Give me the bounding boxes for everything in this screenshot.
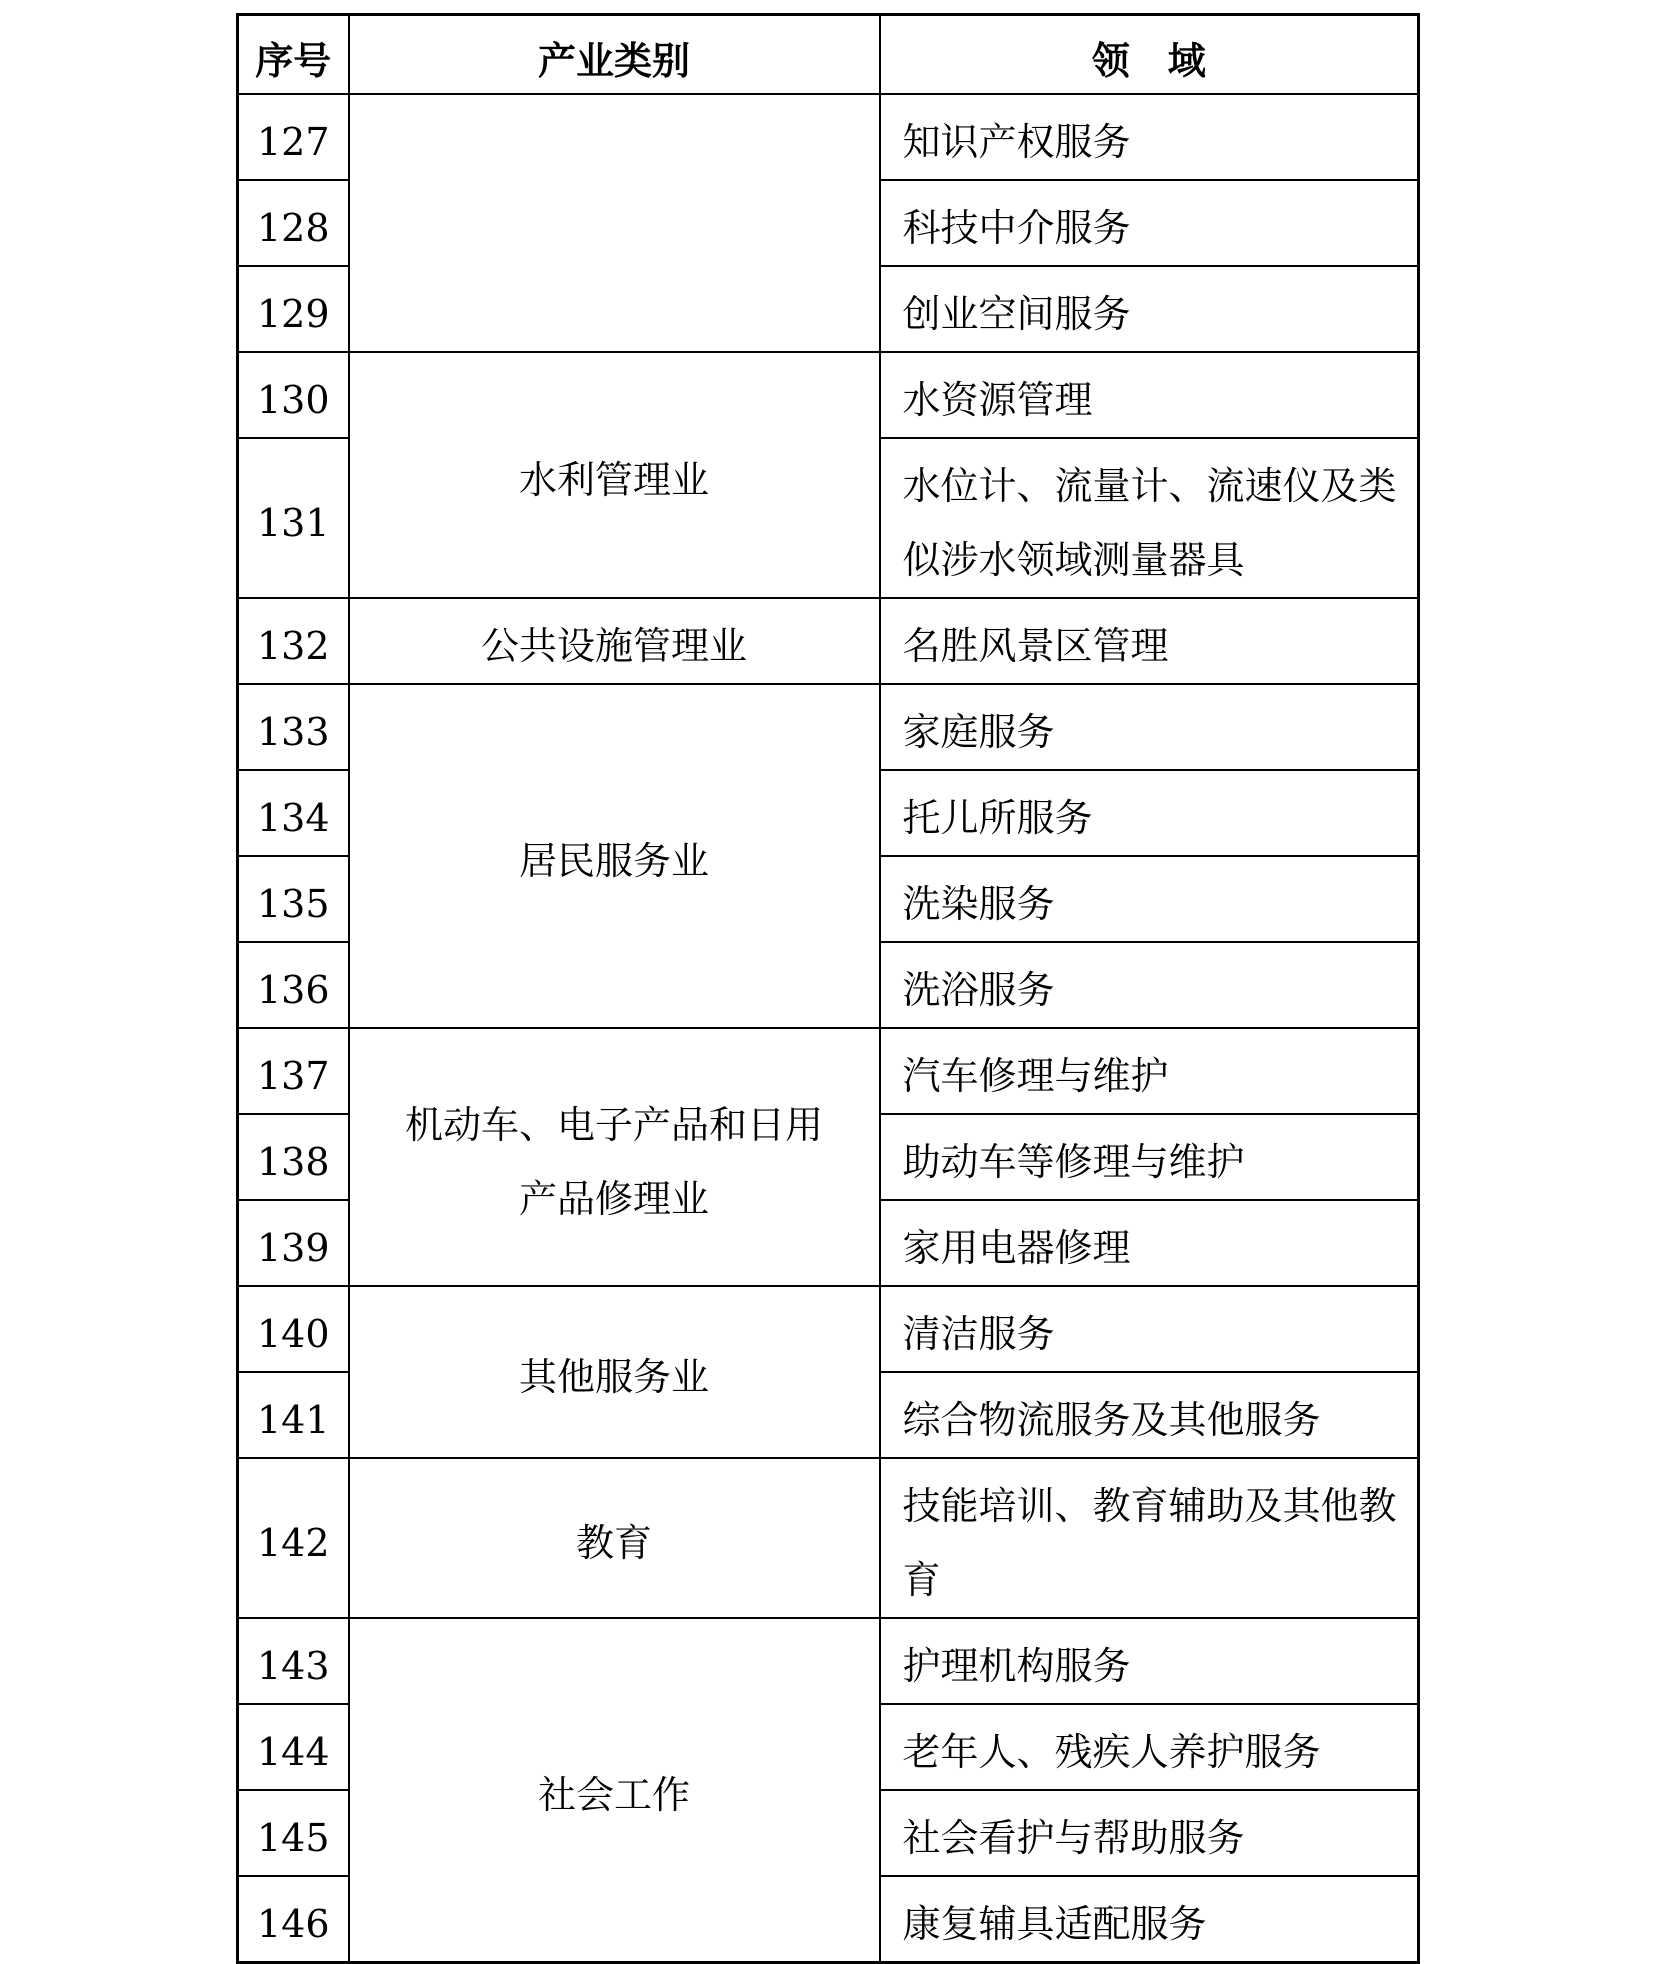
serial-number-cell: 141: [238, 1372, 349, 1458]
field-label: 家庭服务: [902, 709, 1055, 754]
table-row: [238, 1458, 1419, 1618]
industry-category-label: 公共设施管理业: [480, 623, 747, 668]
serial-number-cell: 137: [238, 1028, 349, 1114]
field-cell: [880, 856, 1419, 942]
field-cell: [880, 942, 1419, 1028]
header-field: 领 域: [880, 15, 1419, 94]
industry-category-label: 其他服务业: [518, 1354, 709, 1399]
field-cell: [880, 94, 1419, 180]
industry-category-cell: [349, 1618, 880, 1963]
field-cell: [880, 1028, 1419, 1114]
field-label: 知识产权服务: [902, 119, 1131, 164]
field-cell: [880, 1114, 1419, 1200]
industry-category-label: 机动车、电子产品和日用产品修理业: [404, 1102, 823, 1221]
table-row: [238, 352, 1419, 438]
industry-category-cell: [349, 684, 880, 1028]
field-cell: [880, 1458, 1419, 1618]
serial-number-cell: 133: [238, 684, 349, 770]
field-cell: [880, 598, 1419, 684]
serial-number-cell: 145: [238, 1790, 349, 1876]
serial-number-cell: 130: [238, 352, 349, 438]
field-cell: [880, 1200, 1419, 1286]
serial-number-cell: 129: [238, 266, 349, 352]
serial-number-cell: 127: [238, 94, 349, 180]
serial-number-cell: 139: [238, 1200, 349, 1286]
industry-category-cell: [349, 1458, 880, 1618]
table-row: [238, 684, 1419, 770]
industry-category-cell: [349, 1286, 880, 1458]
industry-category-label: 居民服务业: [518, 838, 709, 883]
field-cell: [880, 266, 1419, 352]
industry-category-cell: [349, 94, 880, 352]
field-cell: [880, 180, 1419, 266]
industry-category-cell: [349, 352, 880, 598]
industry-category-label: 水利管理业: [518, 457, 709, 502]
field-cell: [880, 1286, 1419, 1372]
header-industry-category: 产业类别: [349, 15, 880, 94]
serial-number-cell: 132: [238, 598, 349, 684]
field-label: 汽车修理与维护: [902, 1053, 1169, 1098]
industry-category-table: [236, 13, 1420, 1964]
field-cell: [880, 352, 1419, 438]
field-cell: [880, 1790, 1419, 1876]
field-cell: [880, 1618, 1419, 1704]
serial-number-cell: 143: [238, 1618, 349, 1704]
field-label: 科技中介服务: [902, 205, 1131, 250]
industry-category-cell: [349, 1028, 880, 1286]
serial-number-cell: 146: [238, 1876, 349, 1963]
table-row: [238, 1286, 1419, 1372]
field-cell: [880, 770, 1419, 856]
field-label: 水位计、流量计、流速仪及类似涉水领域测量器具: [902, 463, 1397, 582]
field-label: 老年人、残疾人养护服务: [902, 1729, 1321, 1774]
serial-number-cell: 136: [238, 942, 349, 1028]
field-cell: [880, 1876, 1419, 1963]
serial-number-cell: 131: [238, 438, 349, 598]
field-label: 洗浴服务: [902, 967, 1055, 1012]
serial-number-cell: 144: [238, 1704, 349, 1790]
serial-number-cell: 140: [238, 1286, 349, 1372]
field-cell: [880, 1704, 1419, 1790]
field-cell: [880, 1372, 1419, 1458]
field-label: 综合物流服务及其他服务: [902, 1397, 1321, 1442]
industry-category-label: 教育: [575, 1520, 652, 1565]
field-label: 创业空间服务: [902, 291, 1131, 336]
field-label: 托儿所服务: [902, 795, 1093, 840]
field-label: 名胜风景区管理: [902, 623, 1169, 668]
table-header-row: [238, 15, 1419, 94]
field-label: 社会看护与帮助服务: [902, 1815, 1245, 1860]
table-row: [238, 1618, 1419, 1704]
field-label: 水资源管理: [902, 377, 1093, 422]
serial-number-cell: 128: [238, 180, 349, 266]
field-label: 洗染服务: [902, 881, 1055, 926]
field-cell: [880, 438, 1419, 598]
field-cell: [880, 684, 1419, 770]
table-row: [238, 1028, 1419, 1114]
field-label: 助动车等修理与维护: [902, 1139, 1245, 1184]
table-row: [238, 94, 1419, 180]
field-label: 家用电器修理: [902, 1225, 1131, 1270]
field-label: 技能培训、教育辅助及其他教育: [902, 1483, 1397, 1602]
table-row: [238, 598, 1419, 684]
serial-number-cell: 142: [238, 1458, 349, 1618]
header-serial-number: 序号: [238, 15, 349, 94]
field-label: 康复辅具适配服务: [902, 1901, 1207, 1946]
industry-category-label: 社会工作: [537, 1772, 690, 1817]
field-label: 清洁服务: [902, 1311, 1055, 1356]
field-label: 护理机构服务: [902, 1643, 1131, 1688]
industry-category-cell: [349, 598, 880, 684]
serial-number-cell: 134: [238, 770, 349, 856]
table-body: [238, 94, 1419, 1963]
serial-number-cell: 138: [238, 1114, 349, 1200]
serial-number-cell: 135: [238, 856, 349, 942]
